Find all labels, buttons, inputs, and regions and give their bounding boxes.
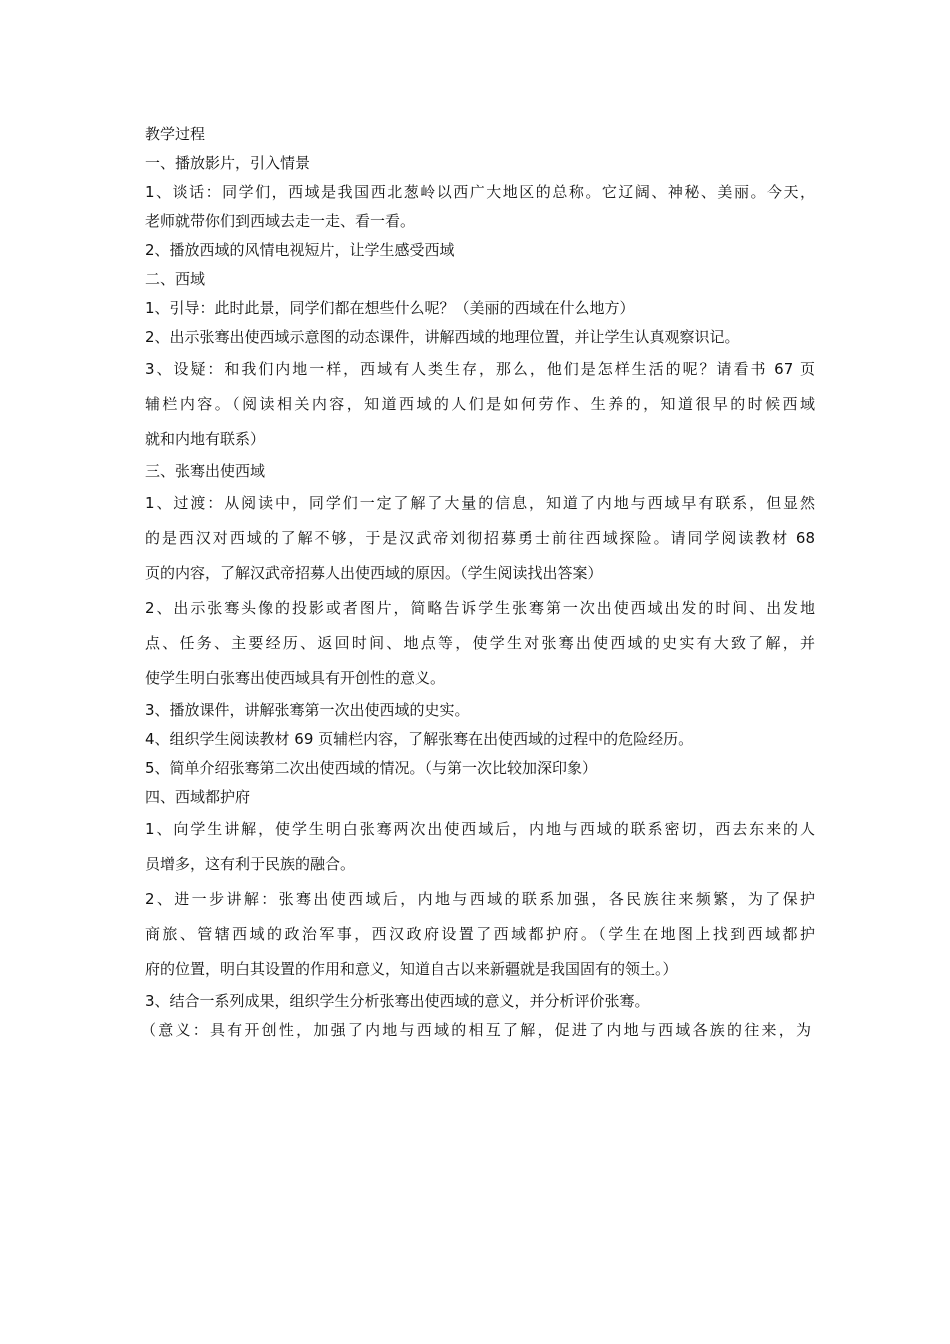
paragraph-line: 3、设疑：和我们内地一样，西域有人类生存，那么，他们是怎样生活的呢？请看书 67 页 xyxy=(145,360,815,378)
paragraph-line: （意义：具有开创性，加强了内地与西域的相互了解，促进了内地与西域各族的往来，为 xyxy=(141,1021,811,1039)
paragraph-line: 府的位置，明白其设置的作用和意义，知道自古以来新疆就是我国固有的领土。） xyxy=(145,960,678,978)
paragraph-line: 员增多，这有利于民族的融合。 xyxy=(145,855,356,873)
document-body xyxy=(141,120,815,1045)
section-heading-teaching-process: 教学过程 xyxy=(145,125,206,143)
paragraph-line: 5、简单介绍张骞第二次出使西域的情况。（与第一次比较加深印象） xyxy=(145,759,598,777)
section-heading-4: 四、西域都护府 xyxy=(145,788,251,806)
section-heading-2: 二、西域 xyxy=(145,270,206,288)
section-heading-3: 三、张骞出使西域 xyxy=(145,462,266,480)
paragraph-line: 3、结合一系列成果，组织学生分析张骞出使西域的意义，并分析评价张骞。 xyxy=(145,992,650,1010)
paragraph-line: 3、播放课件，讲解张骞第一次出使西域的史实。 xyxy=(145,701,470,719)
paragraph-line: 商旅、管辖西域的政治军事，西汉政府设置了西域都护府。（学生在地图上找到西域都护 xyxy=(145,925,815,943)
paragraph-line: 点、任务、主要经历、返回时间、地点等，使学生对张骞出使西域的史实有大致了解，并 xyxy=(145,634,815,652)
paragraph-line: 1、谈话：同学们，西域是我国西北葱岭以西广大地区的总称。它辽阔、神秘、美丽。今天， xyxy=(145,183,815,201)
paragraph-line: 4、组织学生阅读教材 69 页辅栏内容，了解张骞在出使西域的过程中的危险经历。 xyxy=(145,730,694,748)
paragraph-line: 1、过渡：从阅读中，同学们一定了解了大量的信息，知道了内地与西域早有联系，但显然 xyxy=(145,494,815,512)
paragraph-line: 就和内地有联系） xyxy=(145,430,266,448)
paragraph-line: 老师就带你们到西域去走一走、看一看。 xyxy=(145,212,416,230)
paragraph-line: 2、进一步讲解：张骞出使西域后，内地与西域的联系加强，各民族往来频繁，为了保护 xyxy=(145,890,815,908)
paragraph-line: 1、引导：此时此景，同学们都在想些什么呢？（美丽的西域在什么地方） xyxy=(145,299,635,317)
paragraph-line: 1、向学生讲解，使学生明白张骞两次出使西域后，内地与西域的联系密切，西去东来的人 xyxy=(145,820,815,838)
paragraph-line: 页的内容，了解汉武帝招募人出使西域的原因。（学生阅读找出答案） xyxy=(145,564,603,582)
paragraph-line: 2、播放西域的风情电视短片，让学生感受西域 xyxy=(145,241,455,259)
paragraph-line: 2、出示张骞出使西域示意图的动态课件，讲解西域的地理位置，并让学生认真观察识记。 xyxy=(145,328,740,346)
paragraph-line: 辅栏内容。（阅读相关内容，知道西域的人们是如何劳作、生养的，知道很早的时候西域 xyxy=(145,395,815,413)
paragraph-line: 2、出示张骞头像的投影或者图片，简略告诉学生张骞第一次出使西域出发的时间、出发地 xyxy=(145,599,815,617)
paragraph-line: 的是西汉对西域的了解不够，于是汉武帝刘彻招募勇士前往西域探险。请同学阅读教材 68 xyxy=(145,529,815,547)
paragraph-line: 使学生明白张骞出使西域具有开创性的意义。 xyxy=(145,669,446,687)
section-heading-1: 一、播放影片，引入情景 xyxy=(145,154,311,172)
